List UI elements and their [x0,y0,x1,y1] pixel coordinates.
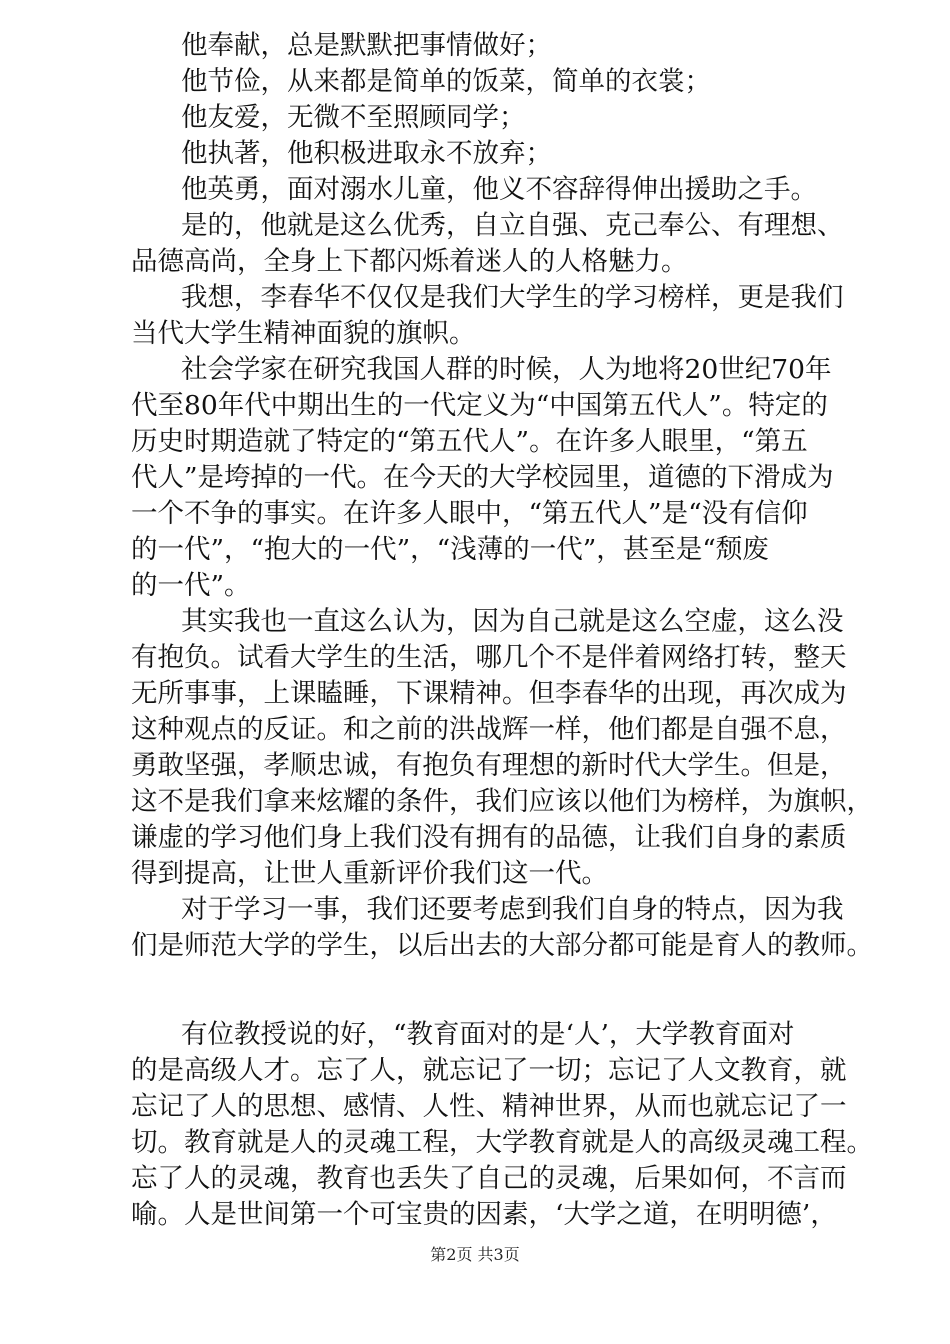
text-line: 他执著，他积极进取永不放弃； [181,138,552,169]
text-line: 这种观点的反证。和之前的洪战辉一样，他们都是自强不息， [131,714,847,745]
text-line: 忘记了人的思想、感情、人性、精神世界，从而也就忘记了一 [131,1091,847,1122]
text-line: 其实我也一直这么认为，因为自己就是这么空虚，这么没 [181,606,844,637]
text-line: 勇敢坚强，孝顺忠诚，有抱负有理想的新时代大学生。但是， [131,750,847,781]
text-line: 有抱负。试看大学生的生活，哪几个不是伴着网络打转，整天 [131,642,847,673]
text-line: 他节俭，从来都是简单的饭菜，简单的衣裳； [181,66,711,97]
text-line: 切。教育就是人的灵魂工程，大学教育就是人的高级灵魂工程。 [131,1127,873,1158]
text-line: 我想，李春华不仅仅是我们大学生的学习榜样，更是我们 [181,282,844,313]
text-line: 得到提高，让世人重新评价我们这一代。 [131,858,608,889]
text-line: 他英勇，面对溺水儿童，他义不容辞得伸出援助之手。 [181,174,817,205]
text-line: 对于学习一事，我们还要考虑到我们自身的特点，因为我 [181,894,844,925]
text-line: 当代大学生精神面貌的旗帜。 [131,318,476,349]
text-line: 他奉献，总是默默把事情做好； [181,30,552,61]
text-line: 忘了人的灵魂，教育也丢失了自己的灵魂，后果如何，不言而 [131,1163,847,1194]
text-line: 他友爱，无微不至照顾同学； [181,102,526,133]
text-line: 历史时期造就了特定的“第五代人”。在许多人眼里，“第五 [131,426,808,457]
text-line: 的是高级人才。忘了人，就忘记了一切；忘记了人文教育，就 [131,1055,847,1086]
text-line: 的一代”，“抱大的一代”，“浅薄的一代”，甚至是“颓废 [131,534,769,565]
text-line: 们是师范大学的学生，以后出去的大部分都可能是育人的教师。 [131,930,873,961]
text-line: 谦虚的学习他们身上我们没有拥有的品德，让我们自身的素质 [131,822,847,853]
text-line: 有位教授说的好，“教育面对的是‘人’，大学教育面对 [181,1019,795,1050]
text-line: 一个不争的事实。在许多人眼中，“第五代人”是“没有信仰 [131,498,808,529]
text-line: 社会学家在研究我国人群的时候，人为地将20世纪70年 [181,354,832,385]
text-line: 的一代”。 [131,570,251,601]
page-number-footer: 第2页 共3页 [430,1245,520,1264]
text-line: 品德高尚，全身上下都闪烁着迷人的人格魅力。 [131,246,688,277]
text-line: 无所事事，上课瞌睡，下课精神。但李春华的出现，再次成为 [131,678,847,709]
text-line: 喻。人是世间第一个可宝贵的因素，‘大学之道，在明明德’， [131,1199,837,1230]
text-line: 这不是我们拿来炫耀的条件，我们应该以他们为榜样，为旗帜， [131,786,873,817]
text-line: 代人”是垮掉的一代。在今天的大学校园里，道德的下滑成为 [131,462,834,493]
text-line: 代至80年代中期出生的一代定义为“中国第五代人”。特定的 [131,390,828,421]
text-line: 是的，他就是这么优秀，自立自强、克己奉公、有理想、 [181,210,844,241]
